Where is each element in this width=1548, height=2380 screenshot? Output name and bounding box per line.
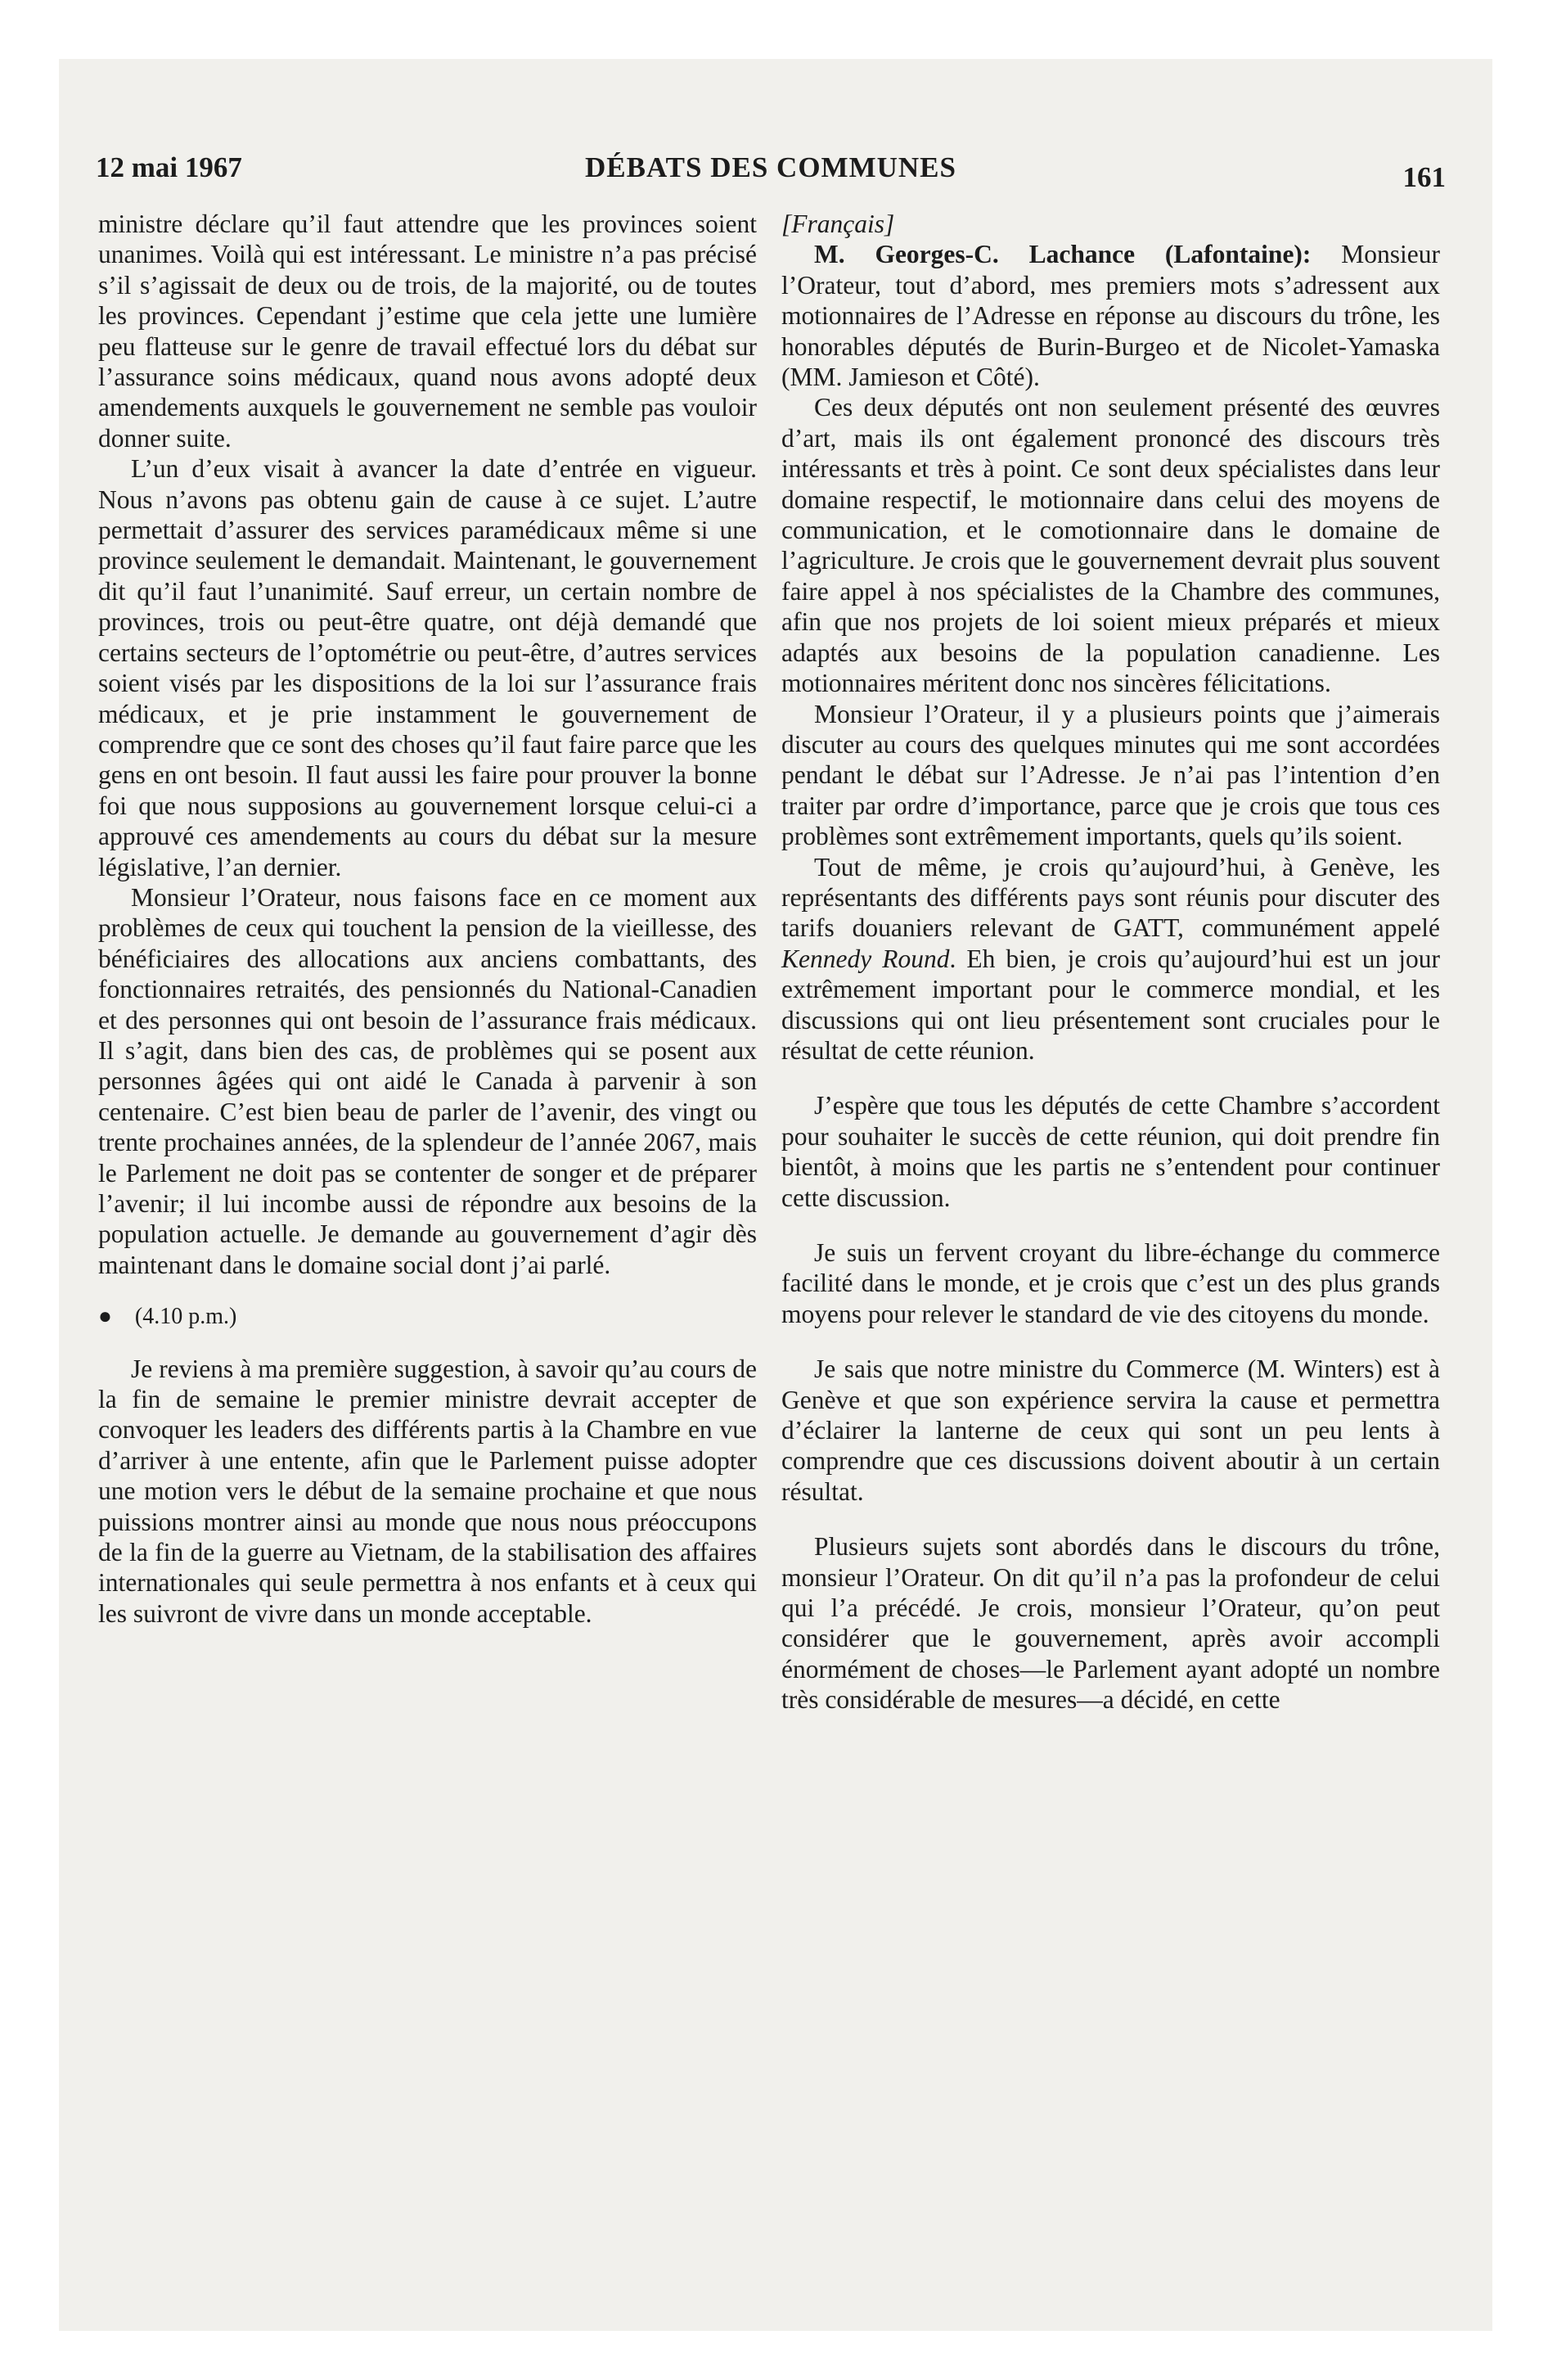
right-paragraph-6: Je suis un fervent croyant du libre-échange du commerce facilité dans le monde, et je crois que c’est un des plus grands moyens pour relever le standard de vie des citoyens du monde. bbox=[781, 1238, 1440, 1328]
left-column bbox=[98, 209, 757, 1629]
page-header bbox=[96, 151, 1446, 192]
header-date: 12 mai 1967 bbox=[96, 151, 242, 183]
header-page-number: 161 bbox=[1402, 161, 1446, 193]
header-title: DÉBATS DES COMMUNES bbox=[585, 151, 956, 183]
time-marker bbox=[98, 1301, 757, 1332]
right-paragraph-1 bbox=[781, 239, 1440, 392]
kennedy-round: Kennedy Round bbox=[781, 944, 950, 973]
language-marker: [Français] bbox=[781, 210, 895, 238]
right-paragraph-4: Tout de même, je crois qu’aujourd’hui, à Genève, les représentants des différents pays sont réunis pour discuter des tarifs douaniers relevant de GATT, communément appelé Kennedy Round. Eh bien, je crois qu’aujourd’hui est un jour extrêmement important pour le commerce mondial, et les discussions qui ont lieu présentement sont cruciales pour le résultat de cette réunion. bbox=[781, 852, 1440, 1065]
speaker-name: M. Georges-C. Lachance (Lafontaine): bbox=[814, 240, 1312, 269]
right-paragraph-3: Monsieur l’Orateur, il y a plusieurs points que j’aimerais discuter au cours des quelques minutes qui me sont accordées pendant le débat sur l’Adresse. Je n’ai pas l’intention d’en traiter par ordre d’importance, parce que je crois que tous ces problèmes sont extrêmement importants, quels qu’ils soient. bbox=[781, 699, 1440, 851]
right-paragraph-2: Ces deux députés ont non seulement présenté des œuvres d’art, mais ils ont également prononcé des discours très intéressants et très à point. Ce sont deux spécialistes dans leur domaine respectif, le motionnaire dans celui des moyens de communication, et le comotionnaire dans le domaine de l’agriculture. Je crois que le gouvernement devrait plus souvent faire appel à nos spécialistes de la Chambre des communes, afin que nos projets de loi soient mieux préparés et mieux adaptés aux besoins de la population canadienne. Les motionnaires méritent donc nos sincères félicitations. bbox=[781, 393, 1440, 698]
left-paragraph-4: Je reviens à ma première suggestion, à savoir qu’au cours de la fin de semaine le premier ministre devrait accepter de convoquer les leaders des différents partis à la Chambre en vue d’arriver à une entente, afin que le Parlement puisse adopter une motion vers le début de la semaine prochaine et que nous puissions montrer ainsi au monde que nous nous préoccupons de la fin de la guerre au Vietnam, de la stabilisation des affaires internationales qui seule permettra à nos enfants et à ceux qui les suivront de vivre dans un monde acceptable. bbox=[98, 1354, 757, 1628]
right-paragraph-8: Plusieurs sujets sont abordés dans le discours du trône, monsieur l’Orateur. On dit qu’il n’a pas la profondeur de celui qui l’a précédé. Je crois, monsieur l’Orateur, qu’on peut considérer que le gouvernement, après avoir accompli énormément de choses—le Parlement ayant adopté un nombre très considérable de mesures—a décidé, en cette bbox=[781, 1532, 1440, 1715]
left-paragraph-3: Monsieur l’Orateur, nous faisons face en ce moment aux problèmes de ceux qui touchent la pension de la vieillesse, des bénéficiaires des allocations aux anciens combattants, des fonctionnaires retraités, des pensionnés du National-Canadien et des personnes qui ont besoin de l’assurance frais médicaux. Il s’agit, dans bien des cas, de problèmes qui se posent aux personnes âgées qui ont aidé le Canada à parvenir à son centenaire. C’est bien beau de parler de l’avenir, des vingt ou trente prochaines années, de la splendeur de l’année 2067, mais le Parlement ne doit pas se contenter de songer et de préparer l’avenir; il lui incombe aussi de répondre aux besoins de la population actuelle. Je demande au gouvernement d’agir dès maintenant dans le domaine social dont j’ai parlé. bbox=[98, 882, 757, 1279]
time-stamp: (4.10 p.m.) bbox=[134, 1304, 237, 1330]
bullet-icon: ● bbox=[98, 1304, 112, 1330]
right-paragraph-5: J’espère que tous les députés de cette Chambre s’accordent pour souhaiter le succès de cette réunion, qui doit prendre fin bientôt, à moins que les partis ne s’entendent pour continuer cette discussion. bbox=[781, 1091, 1440, 1212]
left-paragraph-2: L’un d’eux visait à avancer la date d’entrée en vigueur. Nous n’avons pas obtenu gain de cause à ce sujet. L’autre permettait d’assurer des services paramédicaux même si une province seulement le demandait. Maintenant, le gouvernement dit qu’il faut l’unanimité. Sauf erreur, un certain nombre de provinces, trois ou peut-être quatre, ont déjà demandé que certains secteurs de l’optométrie ou peut-être, d’autres services soient visés par les dispositions de la loi sur l’assurance frais médicaux, et je prie instamment le gouvernement de comprendre que ce sont des choses qu’il faut faire parce que les gens en ont besoin. Il faut aussi les faire pour prouver la bonne foi que nous supposions au gouvernement lorsque celui-ci a approuvé ces amendements au cours du débat sur la mesure législative, l’an dernier. bbox=[98, 454, 757, 881]
left-paragraph-1: ministre déclare qu’il faut attendre que les provinces soient unanimes. Voilà qui est intéressant. Le ministre n’a pas précisé s’il s’agissait de deux ou de trois, de la majorité, ou de toutes les provinces. Cependant j’estime que cela jette une lumière peu flatteuse sur le genre de travail effectué lors du débat sur l’assurance soins médicaux, quand nous avons adopté deux amendements auxquels le gouvernement ne semble pas vouloir donner suite. bbox=[98, 210, 757, 453]
right-paragraph-1-text: Monsieur l’Orateur, tout d’abord, mes premiers mots s’adressent aux motionnaires de l’Adresse en réponse au discours du trône, les honorables députés de Burin-Burgeo et de Nicolet-Yamaska (MM. Jamieson et Côté). bbox=[781, 240, 1440, 392]
right-column bbox=[781, 209, 1440, 1715]
right-paragraph-7: Je sais que notre ministre du Commerce (M. Winters) est à Genève et que son expérience servira la cause et permettra d’éclairer la lanterne de ceux qui sont un peu lents à comprendre que ces discussions doivent aboutir à un certain résultat. bbox=[781, 1355, 1440, 1506]
